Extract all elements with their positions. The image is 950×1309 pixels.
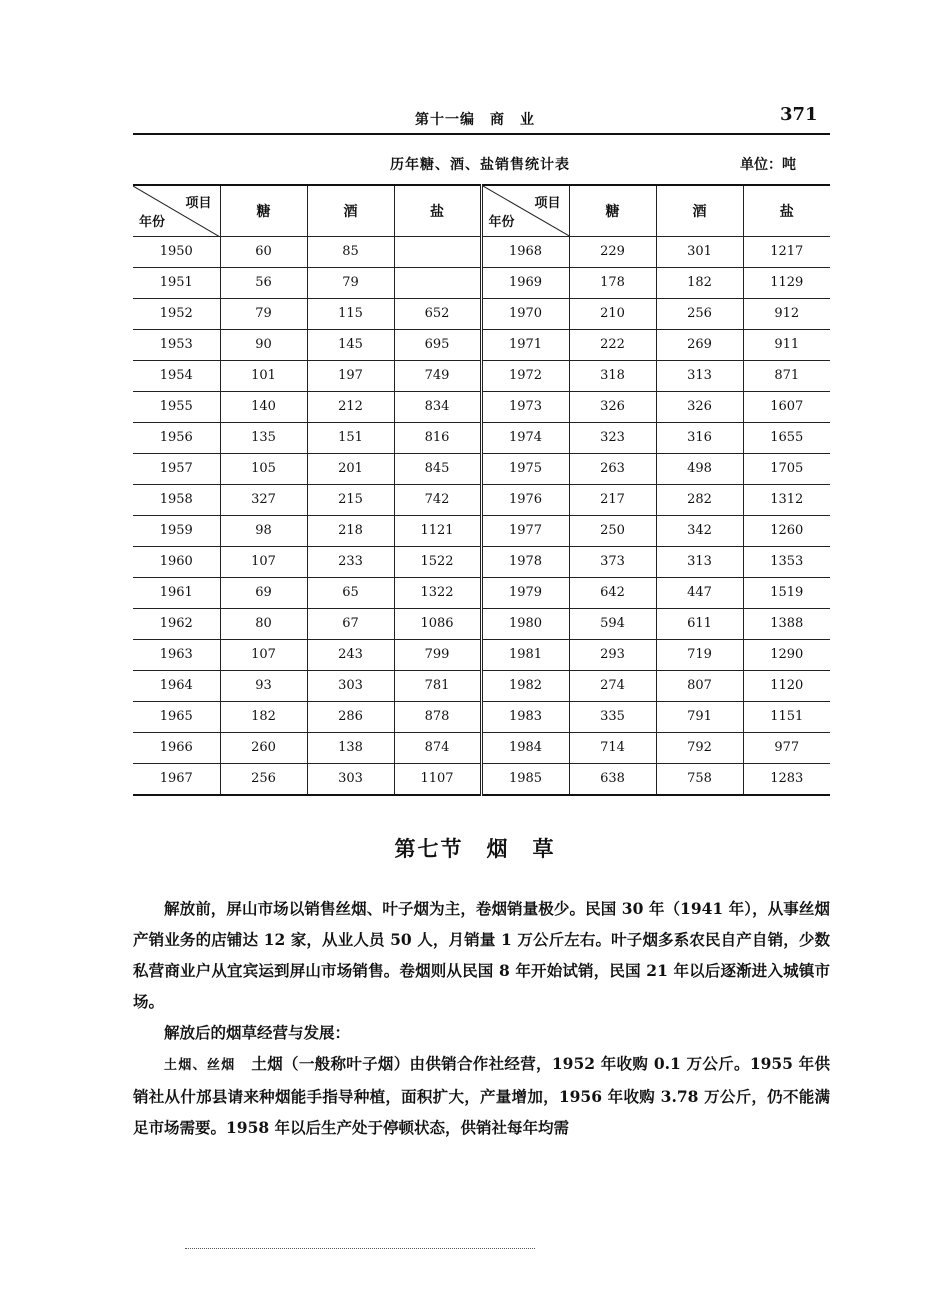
scan-artifact-line [185, 1248, 535, 1249]
liquor-cell: 243 [307, 639, 394, 670]
year-cell: 1954 [133, 360, 220, 391]
year-cell: 1982 [481, 670, 569, 701]
sugar-cell: 178 [569, 267, 656, 298]
sugar-cell: 98 [220, 515, 307, 546]
year-cell: 1985 [481, 763, 569, 795]
salt-cell: 912 [743, 298, 830, 329]
salt-cell: 977 [743, 732, 830, 763]
year-cell: 1978 [481, 546, 569, 577]
sugar-cell: 182 [220, 701, 307, 732]
year-cell: 1951 [133, 267, 220, 298]
sugar-cell: 326 [569, 391, 656, 422]
sugar-cell: 60 [220, 236, 307, 267]
year-cell: 1952 [133, 298, 220, 329]
table-row [133, 515, 830, 546]
salt-cell: 871 [743, 360, 830, 391]
liquor-cell: 611 [656, 608, 743, 639]
year-cell: 1984 [481, 732, 569, 763]
liquor-cell: 313 [656, 546, 743, 577]
year-cell: 1960 [133, 546, 220, 577]
salt-cell: 878 [394, 701, 481, 732]
corner-header-right [481, 185, 569, 236]
liquor-cell: 215 [307, 484, 394, 515]
table-row [133, 608, 830, 639]
column-header: 糖 [569, 185, 656, 236]
sugar-cell: 101 [220, 360, 307, 391]
table-row [133, 701, 830, 732]
liquor-cell: 342 [656, 515, 743, 546]
year-cell: 1958 [133, 484, 220, 515]
year-cell: 1967 [133, 763, 220, 795]
running-header: 第十一编 商 业 [415, 112, 535, 128]
sales-table [133, 184, 830, 796]
table-row [133, 360, 830, 391]
salt-cell: 1283 [743, 763, 830, 795]
salt-cell: 1353 [743, 546, 830, 577]
salt-cell [394, 236, 481, 267]
salt-cell: 1260 [743, 515, 830, 546]
year-cell: 1963 [133, 639, 220, 670]
year-cell: 1977 [481, 515, 569, 546]
liquor-cell: 212 [307, 391, 394, 422]
paragraph [133, 1048, 830, 1143]
salt-cell: 1120 [743, 670, 830, 701]
column-header: 酒 [656, 185, 743, 236]
section-title: 第七节 烟 草 [394, 836, 556, 861]
paragraph: 解放前，屏山市场以销售丝烟、叶子烟为主，卷烟销量极少。民国 30 年（1941 年），从事丝烟产销业务的店铺达 12 家，从业人员 50 人，月销量 1 万公斤左右。叶子烟多系农民自产自销，少数私营商业户从宜宾运到屏山市场销售。卷烟则从民国 8 年开始试销，民国 21 年以后逐渐进入城镇市场。 [133, 899, 830, 1011]
column-header: 盐 [394, 185, 481, 236]
liquor-cell: 313 [656, 360, 743, 391]
table-row [133, 546, 830, 577]
salt-cell: 834 [394, 391, 481, 422]
year-cell: 1964 [133, 670, 220, 701]
table-unit: 单位：吨 [740, 157, 796, 173]
table-row [133, 732, 830, 763]
table-row [133, 329, 830, 360]
paragraph: 解放后的烟草经营与发展： [164, 1023, 351, 1042]
liquor-cell: 286 [307, 701, 394, 732]
liquor-cell: 65 [307, 577, 394, 608]
table-row [133, 422, 830, 453]
sugar-cell: 222 [569, 329, 656, 360]
table-row [133, 453, 830, 484]
corner-label-year: 年份 [488, 214, 515, 230]
salt-cell: 845 [394, 453, 481, 484]
year-cell: 1971 [481, 329, 569, 360]
table-row [133, 484, 830, 515]
liquor-cell: 138 [307, 732, 394, 763]
salt-cell: 1121 [394, 515, 481, 546]
salt-cell: 1519 [743, 577, 830, 608]
salt-cell: 652 [394, 298, 481, 329]
liquor-cell: 115 [307, 298, 394, 329]
liquor-cell: 791 [656, 701, 743, 732]
salt-cell [394, 267, 481, 298]
salt-cell: 1522 [394, 546, 481, 577]
sugar-cell: 373 [569, 546, 656, 577]
liquor-cell: 326 [656, 391, 743, 422]
liquor-cell: 792 [656, 732, 743, 763]
sugar-cell: 69 [220, 577, 307, 608]
salt-cell: 1107 [394, 763, 481, 795]
salt-cell: 874 [394, 732, 481, 763]
salt-cell: 911 [743, 329, 830, 360]
salt-cell: 1705 [743, 453, 830, 484]
salt-cell: 1655 [743, 422, 830, 453]
sugar-cell: 210 [569, 298, 656, 329]
salt-cell: 1217 [743, 236, 830, 267]
salt-cell: 1151 [743, 701, 830, 732]
liquor-cell: 316 [656, 422, 743, 453]
sugar-cell: 229 [569, 236, 656, 267]
liquor-cell: 807 [656, 670, 743, 701]
header-rule [133, 133, 830, 135]
year-cell: 1957 [133, 453, 220, 484]
table-row [133, 639, 830, 670]
liquor-cell: 151 [307, 422, 394, 453]
table-row [133, 298, 830, 329]
sugar-cell: 217 [569, 484, 656, 515]
year-cell: 1975 [481, 453, 569, 484]
liquor-cell: 67 [307, 608, 394, 639]
year-cell: 1979 [481, 577, 569, 608]
sugar-cell: 140 [220, 391, 307, 422]
year-cell: 1959 [133, 515, 220, 546]
salt-cell: 1607 [743, 391, 830, 422]
year-cell: 1955 [133, 391, 220, 422]
sugar-cell: 250 [569, 515, 656, 546]
liquor-cell: 182 [656, 267, 743, 298]
table-row [133, 577, 830, 608]
sugar-cell: 318 [569, 360, 656, 391]
sugar-cell: 323 [569, 422, 656, 453]
corner-header-left [133, 185, 220, 236]
salt-cell: 1129 [743, 267, 830, 298]
liquor-cell: 498 [656, 453, 743, 484]
sugar-cell: 107 [220, 546, 307, 577]
salt-cell: 799 [394, 639, 481, 670]
year-cell: 1981 [481, 639, 569, 670]
year-cell: 1965 [133, 701, 220, 732]
sugar-cell: 714 [569, 732, 656, 763]
salt-cell: 816 [394, 422, 481, 453]
table-body [133, 236, 830, 795]
liquor-cell: 301 [656, 236, 743, 267]
salt-cell: 1290 [743, 639, 830, 670]
liquor-cell: 233 [307, 546, 394, 577]
column-header: 糖 [220, 185, 307, 236]
sugar-cell: 293 [569, 639, 656, 670]
sugar-cell: 638 [569, 763, 656, 795]
corner-label-item: 项目 [185, 196, 212, 211]
year-cell: 1953 [133, 329, 220, 360]
sugar-cell: 335 [569, 701, 656, 732]
year-cell: 1980 [481, 608, 569, 639]
table-row [133, 267, 830, 298]
salt-cell: 1388 [743, 608, 830, 639]
year-cell: 1972 [481, 360, 569, 391]
year-cell: 1968 [481, 236, 569, 267]
liquor-cell: 269 [656, 329, 743, 360]
paragraph-lead: 土烟、丝烟 [164, 1058, 236, 1073]
liquor-cell: 719 [656, 639, 743, 670]
sugar-cell: 263 [569, 453, 656, 484]
salt-cell: 781 [394, 670, 481, 701]
salt-cell: 1322 [394, 577, 481, 608]
salt-cell: 1086 [394, 608, 481, 639]
year-cell: 1970 [481, 298, 569, 329]
year-cell: 1961 [133, 577, 220, 608]
liquor-cell: 218 [307, 515, 394, 546]
year-cell: 1974 [481, 422, 569, 453]
sugar-cell: 327 [220, 484, 307, 515]
liquor-cell: 79 [307, 267, 394, 298]
salt-cell: 1312 [743, 484, 830, 515]
year-cell: 1976 [481, 484, 569, 515]
liquor-cell: 303 [307, 763, 394, 795]
salt-cell: 742 [394, 484, 481, 515]
year-cell: 1983 [481, 701, 569, 732]
year-cell: 1966 [133, 732, 220, 763]
year-cell: 1962 [133, 608, 220, 639]
table-row [133, 670, 830, 701]
sugar-cell: 56 [220, 267, 307, 298]
liquor-cell: 758 [656, 763, 743, 795]
year-cell: 1956 [133, 422, 220, 453]
sugar-cell: 107 [220, 639, 307, 670]
sugar-cell: 93 [220, 670, 307, 701]
year-cell: 1950 [133, 236, 220, 267]
corner-label-year: 年份 [139, 214, 166, 230]
table-row [133, 236, 830, 267]
liquor-cell: 282 [656, 484, 743, 515]
sugar-cell: 80 [220, 608, 307, 639]
sugar-cell: 256 [220, 763, 307, 795]
body-text [133, 893, 830, 1143]
liquor-cell: 447 [656, 577, 743, 608]
table-row [133, 391, 830, 422]
liquor-cell: 201 [307, 453, 394, 484]
sugar-cell: 135 [220, 422, 307, 453]
salt-cell: 695 [394, 329, 481, 360]
year-cell: 1969 [481, 267, 569, 298]
liquor-cell: 303 [307, 670, 394, 701]
liquor-cell: 145 [307, 329, 394, 360]
corner-label-item: 项目 [534, 196, 561, 211]
sugar-cell: 79 [220, 298, 307, 329]
column-header: 酒 [307, 185, 394, 236]
salt-cell: 749 [394, 360, 481, 391]
page-number: 371 [780, 104, 818, 125]
column-header: 盐 [743, 185, 830, 236]
table-row [133, 763, 830, 795]
liquor-cell: 256 [656, 298, 743, 329]
table-title: 历年糖、酒、盐销售统计表 [390, 157, 570, 173]
sugar-cell: 90 [220, 329, 307, 360]
sugar-cell: 642 [569, 577, 656, 608]
table-header-row [133, 185, 830, 236]
sugar-cell: 260 [220, 732, 307, 763]
sugar-cell: 105 [220, 453, 307, 484]
paragraph-body: 土烟（一般称叶子烟）由供销合作社经营，1952 年收购 0.1 万公斤。1955 年供销社从什邡县请来种烟能手指导种植，面积扩大，产量增加，1956 年收购 3.78 万公斤，仍不能满足市场需要。1958 年以后生产处于停顿状态，供销社每年均需 [133, 1054, 830, 1137]
sugar-cell: 594 [569, 608, 656, 639]
liquor-cell: 85 [307, 236, 394, 267]
year-cell: 1973 [481, 391, 569, 422]
sugar-cell: 274 [569, 670, 656, 701]
liquor-cell: 197 [307, 360, 394, 391]
